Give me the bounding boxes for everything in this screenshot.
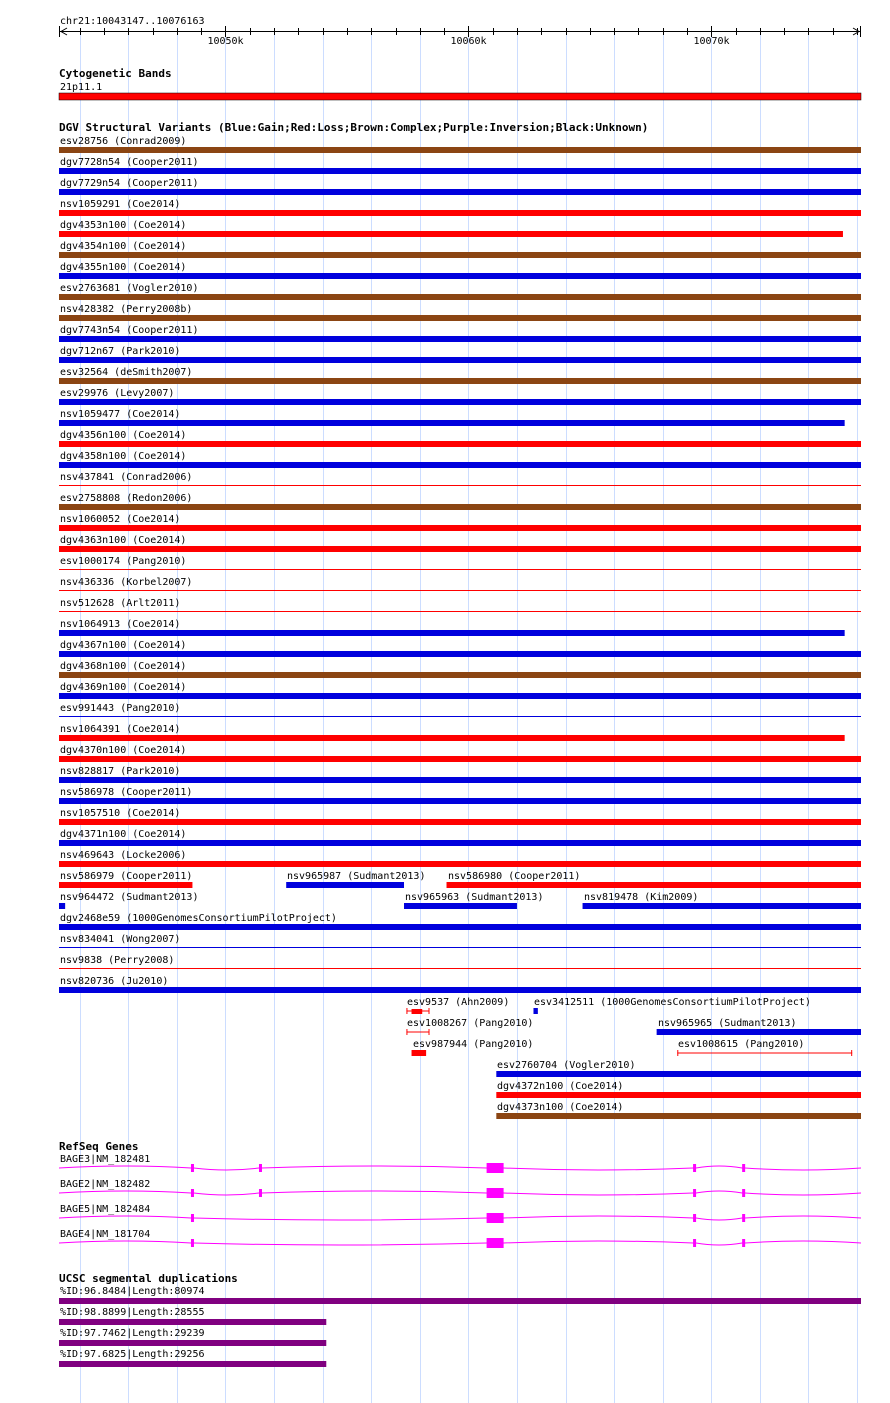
variant-label: dgv7729n54 (Cooper2011) [60,178,199,189]
gene-intron-line[interactable] [59,1216,861,1220]
gene-exon[interactable] [259,1189,262,1197]
dgv-track[interactable] [59,121,861,1119]
variant-bar[interactable] [59,777,861,783]
variant-thin-bar[interactable] [59,590,861,591]
variant-label: dgv7728n54 (Cooper2011) [60,157,199,168]
variant-thin-bar[interactable] [59,569,861,570]
variant-thin-bar[interactable] [59,716,861,717]
variant-label: dgv4369n100 (Coe2014) [60,682,187,693]
variant-bar[interactable] [59,399,861,405]
gene-exon[interactable] [693,1214,696,1222]
gene-exon[interactable] [487,1238,504,1248]
segdup-label: %ID:96.8484|Length:80974 [60,1286,205,1297]
gene-exon[interactable] [742,1189,745,1197]
variant-bar[interactable] [59,168,861,174]
variant-bar[interactable] [59,903,65,909]
variant-label: nsv828817 (Park2010) [60,766,181,777]
variant-bar[interactable] [496,1071,861,1077]
variant-label: dgv4358n100 (Coe2014) [60,451,187,462]
gene-label: BAGE2|NM_182482 [60,1179,151,1190]
variant-label: nsv437841 (Conrad2006) [60,472,193,483]
variant-label: nsv512628 (Arlt2011) [60,598,181,609]
variant-bar[interactable] [59,798,861,804]
variant-bar[interactable] [447,882,861,888]
variant-bar[interactable] [657,1029,861,1035]
variant-label: dgv4355n100 (Coe2014) [60,262,187,273]
variant-bar[interactable] [59,378,861,384]
variant-thin-bar[interactable] [59,611,861,612]
gene-exon[interactable] [191,1189,194,1197]
variant-label: dgv4368n100 (Coe2014) [60,661,187,672]
variant-label: dgv4353n100 (Coe2014) [60,220,187,231]
gene-intron-line[interactable] [59,1241,861,1245]
variant-label: dgv2468e59 (1000GenomesConsortiumPilotProject) [60,913,337,924]
segdup-bar[interactable] [59,1298,861,1304]
variant-bar[interactable] [59,819,861,825]
segdup-track-title: UCSC segmental duplications [59,1272,238,1285]
variant-label: nsv1064391 (Coe2014) [60,724,181,735]
variant-bar[interactable] [286,882,404,888]
variant-bar[interactable] [59,840,861,846]
gene-exon[interactable] [693,1239,696,1247]
cytoband-track[interactable] [59,67,861,100]
variant-label: dgv4356n100 (Coe2014) [60,430,187,441]
cytoband-label: 21p11.1 [60,82,103,93]
variant-bar[interactable] [59,735,845,741]
variant-label: esv1000174 (Pang2010) [60,556,187,567]
segdup-label: %ID:97.6825|Length:29256 [60,1349,205,1360]
variant-label: nsv820736 (Ju2010) [60,976,169,987]
variant-bar[interactable] [59,231,843,237]
coordinate-ruler [59,16,861,47]
variant-bar[interactable] [59,315,861,321]
variant-label: nsv1057510 (Coe2014) [60,808,181,819]
ruler-tick-label: 10060k [450,36,487,47]
variant-thin-bar[interactable] [59,485,861,486]
variant-bar[interactable] [59,882,192,888]
ruler-tick-label: 10050k [207,36,244,47]
variant-label: esv1008267 (Pang2010) [407,1018,534,1029]
dgv-track-title: DGV Structural Variants (Blue:Gain;Red:Loss;Brown:Complex;Purple:Inversion;Black:Unknown) [59,121,649,134]
variant-label: nsv1059291 (Coe2014) [60,199,181,210]
variant-bar[interactable] [59,504,861,510]
variant-bar[interactable] [59,147,861,153]
variant-label: dgv4373n100 (Coe2014) [497,1102,624,1113]
variant-thin-bar[interactable] [59,947,861,948]
variant-label: nsv819478 (Kim2009) [584,892,699,903]
variant-label: nsv586980 (Cooper2011) [448,871,581,882]
variant-bar[interactable] [59,462,861,468]
variant-label: nsv965963 (Sudmant2013) [405,892,544,903]
variant-label: nsv964472 (Sudmant2013) [60,892,199,903]
variant-label: esv2763681 (Vogler2010) [60,283,199,294]
cytoband-bar[interactable] [59,93,861,100]
cytoband-track-title: Cytogenetic Bands [59,67,172,80]
variant-bar[interactable] [59,189,861,195]
variant-bar[interactable] [404,903,517,909]
segdup-track[interactable] [59,1272,861,1367]
variant-label: dgv7743n54 (Cooper2011) [60,325,199,336]
variant-bar[interactable] [496,1092,861,1098]
variant-label: nsv9838 (Perry2008) [60,955,175,966]
variant-bar[interactable] [59,693,861,699]
variant-bar[interactable] [59,420,845,426]
gene-label: BAGE4|NM_181704 [60,1229,151,1240]
variant-label: dgv4363n100 (Coe2014) [60,535,187,546]
variant-bar[interactable] [59,273,861,279]
refseq-track[interactable] [59,1140,861,1248]
variant-label: nsv834041 (Wong2007) [60,934,181,945]
variant-label: esv32564 (deSmith2007) [60,367,193,378]
gene-intron-line[interactable] [59,1191,861,1195]
gene-exon[interactable] [742,1164,745,1172]
variant-bar[interactable] [59,546,861,552]
variant-bar[interactable] [533,1008,537,1014]
variant-label: nsv965987 (Sudmant2013) [287,871,426,882]
variant-bar[interactable] [59,336,861,342]
refseq-track-title: RefSeq Genes [59,1140,139,1153]
variant-label: dgv4367n100 (Coe2014) [60,640,187,651]
variant-label: nsv1060052 (Coe2014) [60,514,181,525]
variant-label: esv1008615 (Pang2010) [678,1039,805,1050]
variant-label: nsv1059477 (Coe2014) [60,409,181,420]
gene-label: BAGE5|NM_182484 [60,1204,151,1215]
gene-exon[interactable] [487,1213,504,1223]
segdup-bar[interactable] [59,1340,326,1346]
variant-bar[interactable] [59,441,861,447]
variant-label: esv28756 (Conrad2009) [60,136,187,147]
location-label: chr21:10043147..10076163 [60,16,205,27]
variant-bar[interactable] [59,672,861,678]
variant-label: nsv436336 (Korbel2007) [60,577,193,588]
segdup-label: %ID:98.8899|Length:28555 [60,1307,205,1318]
variant-bar[interactable] [59,651,861,657]
variant-bar[interactable] [59,756,861,762]
variant-bar[interactable] [583,903,861,909]
variant-bar[interactable] [59,525,861,531]
variant-bar[interactable] [59,210,861,216]
variant-bar[interactable] [59,294,861,300]
variant-bar[interactable] [59,630,845,636]
variant-label: dgv4372n100 (Coe2014) [497,1081,624,1092]
variant-label: dgv4371n100 (Coe2014) [60,829,187,840]
gene-exon[interactable] [693,1164,696,1172]
variant-bar[interactable] [496,1113,861,1119]
gene-exon[interactable] [487,1163,504,1173]
variant-label: dgv4370n100 (Coe2014) [60,745,187,756]
gene-exon[interactable] [191,1239,194,1247]
variant-label: nsv586978 (Cooper2011) [60,787,193,798]
variant-bar[interactable] [59,357,861,363]
gene-exon[interactable] [191,1214,194,1222]
variant-bar[interactable] [412,1050,427,1056]
variant-label: esv2758808 (Redon2006) [60,493,193,504]
gene-label: BAGE3|NM_182481 [60,1154,151,1165]
gene-exon[interactable] [693,1189,696,1197]
variant-bar[interactable] [59,861,861,867]
variant-label: esv9537 (Ahn2009) [407,997,510,1008]
variant-label: nsv1064913 (Coe2014) [60,619,181,630]
variant-label: nsv469643 (Locke2006) [60,850,187,861]
variant-bar[interactable] [59,924,861,930]
segdup-label: %ID:97.7462|Length:29239 [60,1328,205,1339]
variant-label: nsv586979 (Cooper2011) [60,871,193,882]
gene-exon[interactable] [259,1164,262,1172]
gene-exon[interactable] [191,1164,194,1172]
variant-label: esv987944 (Pang2010) [413,1039,534,1050]
variant-label: nsv428382 (Perry2008b) [60,304,193,315]
segdup-bar[interactable] [59,1319,326,1325]
gene-exon[interactable] [742,1239,745,1247]
variant-label: esv3412511 (1000GenomesConsortiumPilotProject) [534,997,811,1008]
variant-bar[interactable] [59,252,861,258]
variant-core-bar[interactable] [412,1009,423,1014]
segdup-bar[interactable] [59,1361,326,1367]
variant-label: esv2760704 (Vogler2010) [497,1060,636,1071]
variant-label: esv991443 (Pang2010) [60,703,181,714]
variant-label: dgv712n67 (Park2010) [60,346,181,357]
variant-label: esv29976 (Levy2007) [60,388,175,399]
gene-intron-line[interactable] [59,1166,861,1170]
variant-label: nsv965965 (Sudmant2013) [658,1018,797,1029]
variant-bar[interactable] [59,987,861,993]
variant-thin-bar[interactable] [59,968,861,969]
gene-exon[interactable] [742,1214,745,1222]
variant-label: dgv4354n100 (Coe2014) [60,241,187,252]
ruler-tick-label: 10070k [693,36,730,47]
gene-exon[interactable] [487,1188,504,1198]
